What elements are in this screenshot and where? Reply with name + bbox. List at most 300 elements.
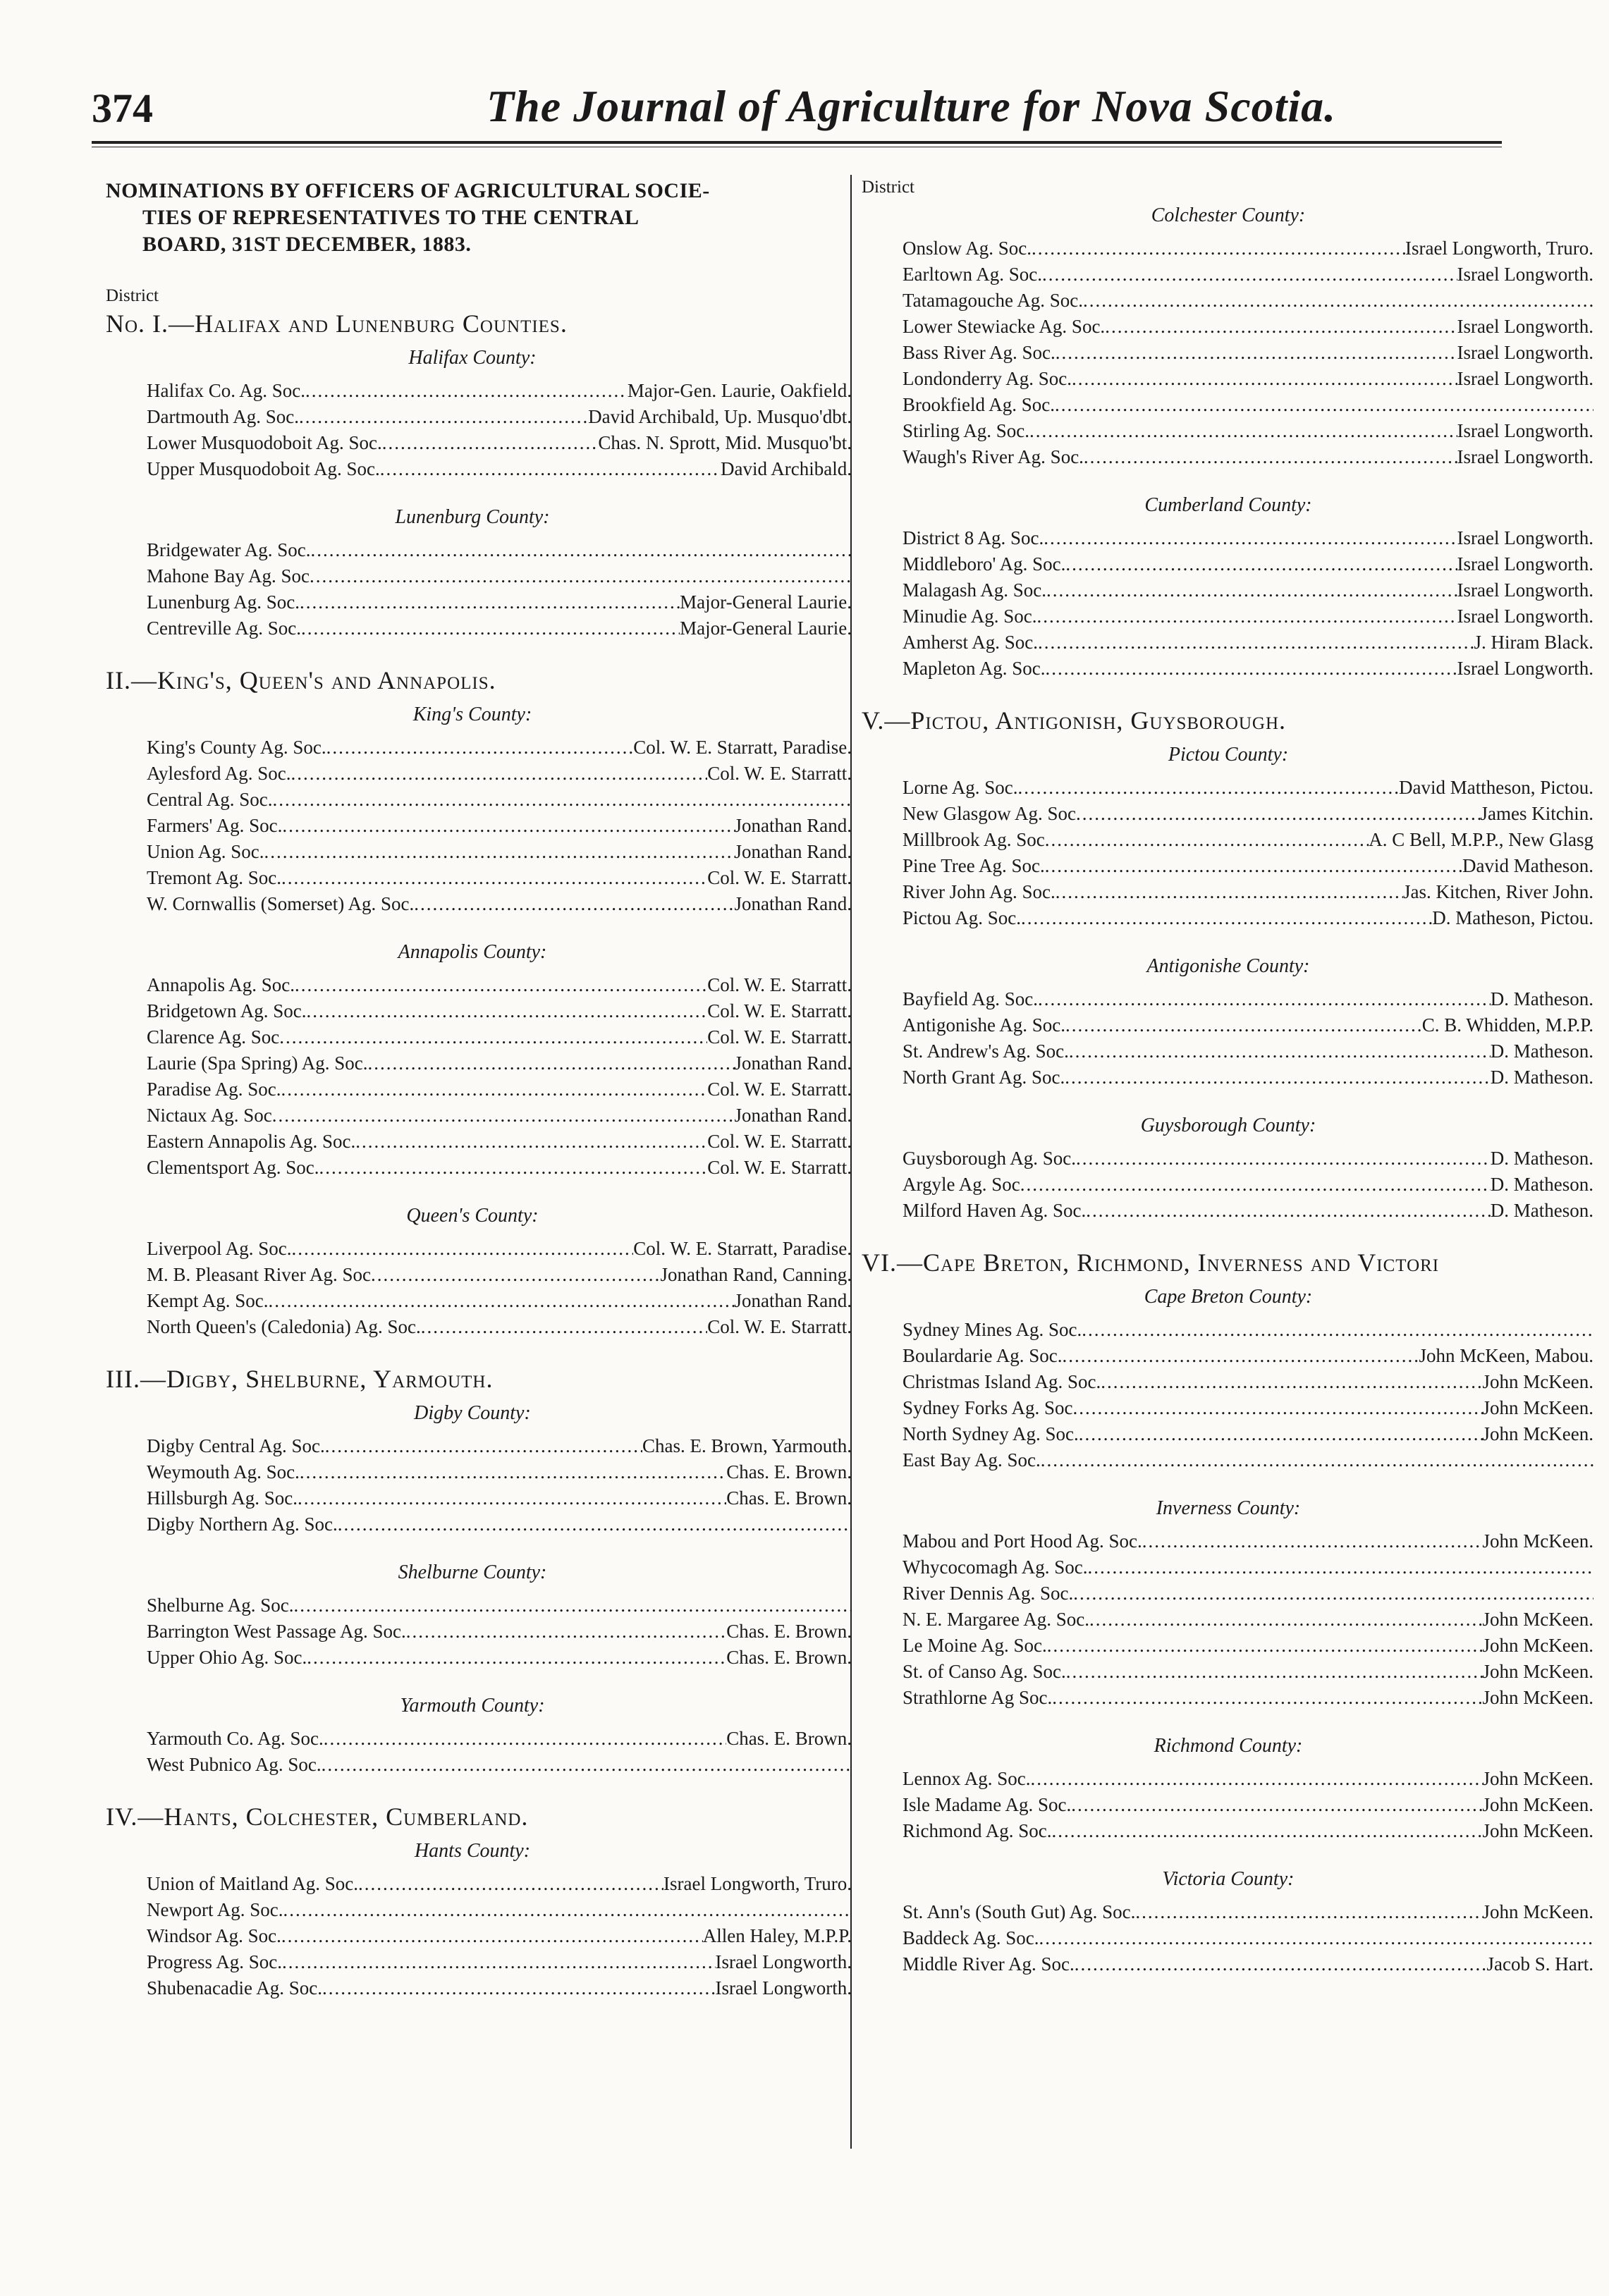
society-entry [903,1038,1593,1064]
county-heading: King's County: [412,704,532,725]
society-entry [147,787,852,813]
dot-leader [1045,827,1369,853]
society-name: Mabou and Port Hood Ag. Soc. [903,1530,1142,1552]
society-entry [903,827,1593,853]
society-entry [903,235,1593,262]
society-name: St. Andrew's Ag. Soc. [903,1040,1069,1062]
society-list [862,1317,1595,1473]
society-entry [903,1925,1593,1951]
society-entry [903,262,1593,288]
dot-leader [279,1024,707,1050]
society-name: Lorne Ag. Soc. [903,777,1018,798]
society-entry [147,998,852,1024]
society-list [862,775,1595,931]
representative-name: John McKeen. [1482,1635,1593,1656]
district-heading: II.—King's, Queen's and Annapolis. [106,666,496,694]
society-name: Shelburne Ag. Soc. [147,1595,294,1616]
society-entry [903,1528,1593,1554]
society-name: Hillsburgh Ag. Soc. [147,1487,298,1509]
society-entry [147,378,852,404]
dot-leader [1073,1580,1593,1607]
society-list [862,1146,1595,1224]
society-name: Baddeck Ag. Soc. [903,1927,1039,1948]
representative-name: Israel Longworth. [1457,606,1593,627]
society-entry [903,879,1593,905]
society-entry [903,1685,1593,1711]
representative-name: Israel Longworth. [1457,446,1593,467]
society-entry [903,775,1593,801]
representative-name: David Matheson. [1462,855,1593,876]
society-name: Le Moine Ag. Soc. [903,1635,1047,1656]
dot-leader [1047,1633,1483,1659]
society-name: Lennox Ag. Soc. [903,1768,1031,1789]
representative-name: Israel Longworth. [1457,368,1593,389]
society-name: North Queen's (Caledonia) Ag. Soc. [147,1316,421,1337]
page-header [92,78,1523,141]
district-label: District [106,286,159,305]
society-name: Shubenacadie Ag. Soc. [147,1977,322,1999]
society-entry [903,1447,1593,1473]
dot-leader [291,1236,633,1262]
society-entry [903,801,1593,827]
society-name: Farmers' Ag. Soc. [147,815,283,836]
society-name: Yarmouth Co. Ag. Soc. [147,1728,324,1749]
society-name: N. E. Margaree Ag. Soc. [903,1609,1089,1630]
county-heading: Richmond County: [1154,1735,1303,1757]
dot-leader [282,1949,716,1975]
society-name: Earltown Ag. Soc. [903,264,1042,285]
dot-leader [406,1619,726,1645]
society-name: Pictou Ag. Soc. [903,907,1022,928]
county-heading: Lunenburg County: [395,506,550,528]
county-heading: Annapolis County: [398,941,547,963]
society-entry [147,1076,852,1103]
representative-name: Jonathan Rand. [734,1105,852,1126]
society-entry [147,1262,852,1288]
representative-name: D. Matheson. [1490,1200,1593,1221]
society-entry [147,430,852,456]
society-name: Clementsport Ag. Soc. [147,1157,319,1178]
society-name: Bayfield Ag. Soc. [903,988,1038,1009]
society-name: Strathlorne Ag Soc. [903,1687,1053,1708]
county-heading: Guysborough County: [1140,1115,1316,1136]
dot-leader [1037,603,1457,630]
dot-leader [1052,1818,1483,1844]
society-entry [147,865,852,891]
representative-name: Allen Haley, M.P.P. [702,1925,852,1946]
representative-name: John McKeen. [1482,1794,1593,1815]
society-list [106,1433,852,1537]
society-name: North Sydney Ag. Soc. [903,1423,1079,1444]
society-list [862,1899,1595,1977]
representative-name: Chas. E. Brown. [726,1621,852,1642]
representative-name: Israel Longworth. [1457,527,1593,548]
dot-leader [1062,1343,1419,1369]
society-entry [903,1343,1593,1369]
representative-name: Chas. N. Sprott, Mid. Musquo'bt. [598,432,852,453]
representative-name: Major-General Laurie. [680,618,852,639]
county-heading: Cumberland County: [1144,494,1312,516]
society-name: Liverpool Ag. Soc. [147,1238,292,1259]
representative-name: David Mattheson, Pictou. [1399,777,1593,798]
society-entry [903,366,1593,392]
dot-leader [307,1645,726,1671]
society-entry [903,392,1593,418]
society-entry [147,1433,852,1459]
representative-name: Jonathan Rand. [734,841,852,862]
county-heading: Queen's County: [406,1205,539,1227]
society-list [106,735,852,917]
society-list [862,525,1595,682]
society-entry [147,1314,852,1340]
representative-name: Israel Longworth. [715,1977,852,1999]
dot-leader [272,1103,735,1129]
society-entry [147,1288,852,1314]
dot-leader [1052,1685,1482,1711]
representative-name: Israel Longworth. [1457,420,1593,441]
representative-name: Col. W. E. Starratt. [707,974,852,995]
society-name: Milford Haven Ag. Soc. [903,1200,1087,1221]
society-name: Windsor Ag. Soc. [147,1925,281,1946]
society-entry [903,1317,1593,1343]
society-name: West Pubnico Ag. Soc. [147,1754,322,1775]
representative-name: A. C Bell, M.P.P., New Glasg [1369,829,1593,850]
society-entry [903,1012,1593,1038]
society-name: Clarence Ag. Soc [147,1026,280,1048]
representative-name: Col. W. E. Starratt. [707,1157,852,1178]
society-entry [903,905,1593,931]
county-heading: Cape Breton County: [1144,1286,1313,1308]
dot-leader [1072,366,1457,392]
society-entry [903,1951,1593,1977]
dot-leader [1076,1146,1491,1172]
society-entry [903,1580,1593,1607]
dot-leader [299,404,588,430]
representative-name: John McKeen. [1482,1530,1593,1552]
society-entry [147,1024,852,1050]
dot-leader [1069,1038,1491,1064]
dot-leader [300,1459,726,1485]
representative-name: Col. W. E. Starratt. [707,1316,852,1337]
dot-leader [294,1592,852,1619]
dot-leader [1073,1395,1483,1421]
dot-leader [1065,1064,1491,1091]
representative-name: D. Matheson. [1490,988,1593,1009]
society-entry [147,1619,852,1645]
representative-name: Israel Longworth. [1457,264,1593,285]
society-entry [147,1485,852,1511]
dot-leader [1031,1766,1483,1792]
representative-name: Major-General Laurie. [680,591,852,613]
society-entry [903,1607,1593,1633]
representative-name: C. B. Whidden, M.P.P. [1421,1014,1593,1036]
dot-leader [1075,1951,1487,1977]
society-entry [147,563,852,589]
representative-name: Jonathan Rand, Canning. [660,1264,852,1285]
society-entry [147,1897,852,1923]
society-list [106,1592,852,1671]
society-name: Lunenburg Ag. Soc. [147,591,300,613]
representative-name: Col. W. E. Starratt. [707,763,852,784]
representative-name: John McKeen. [1482,1397,1593,1418]
dot-leader [1083,288,1593,314]
representative-name: Jas. Kitchen, River John. [1403,881,1593,902]
representative-name: Chas. E. Brown. [726,1728,852,1749]
representative-name: John McKeen. [1482,1371,1593,1392]
society-entry [903,1064,1593,1091]
dot-leader [382,430,599,456]
society-name: Mahone Bay Ag. Soc [147,565,310,587]
society-entry [147,537,852,563]
society-list [862,235,1595,470]
dot-leader [338,1511,852,1537]
society-entry [147,1923,852,1949]
society-name: Pine Tree Ag. Soc. [903,855,1045,876]
representative-name: J. Hiram Black. [1474,632,1593,653]
society-name: Upper Ohio Ag. Soc. [147,1647,307,1668]
county-heading: Colchester County: [1151,204,1306,226]
society-entry [903,551,1593,577]
society-list [106,1726,852,1778]
county-heading: Shelburne County: [398,1561,547,1583]
representative-name: Col. W. E. Starratt. [707,867,852,888]
society-list [862,1528,1595,1711]
representative-name: John McKeen. [1482,1423,1593,1444]
dot-leader [1056,879,1403,905]
representative-name: David Archibald. [721,458,852,479]
society-entry [903,1554,1593,1580]
society-name: Halifax Co. Ag. Soc. [147,380,305,401]
society-name: Minudie Ag. Soc. [903,606,1037,627]
society-name: Guysborough Ag. Soc. [903,1148,1077,1169]
representative-name: Israel Longworth. [715,1951,852,1972]
society-name: New Glasgow Ag. Soc [903,803,1076,824]
society-name: Barrington West Passage Ag. Soc. [147,1621,406,1642]
society-name: Annapolis Ag. Soc. [147,974,295,995]
representative-name: D. Matheson. [1490,1067,1593,1088]
society-entry [147,1726,852,1752]
representative-name: David Archibald, Up. Musquo'dbt. [588,406,852,427]
society-entry [147,456,852,482]
dot-leader [1079,1421,1483,1447]
society-name: Waugh's River Ag. Soc. [903,446,1084,467]
dot-leader [1046,656,1457,682]
society-entry [147,1103,852,1129]
society-name: Lower Musquodoboit Ag. Soc. [147,432,382,453]
article-title: NOMINATIONS BY OFFICERS OF AGRICULTURAL SOCIE- TIES OF REPRESENTATIVES TO THE CENTRAL BOARD, 31ST DECEMBER, 1883. [106,179,710,256]
dot-leader [367,1050,734,1076]
district-label: District [862,178,914,197]
dot-leader [295,972,707,998]
society-list [862,986,1595,1091]
dot-leader [1055,392,1593,418]
dot-leader [319,1155,708,1181]
society-entry [147,972,852,998]
society-entry [903,288,1593,314]
dot-leader [281,1923,703,1949]
society-entry [903,1172,1593,1198]
dot-leader [1041,1447,1593,1473]
society-name: Aylesford Ag. Soc. [147,763,291,784]
society-entry [147,1050,852,1076]
dot-leader [1086,1198,1491,1224]
society-name: Bass River Ag. Soc. [903,342,1056,363]
representative-name: Major-Gen. Laurie, Oakfield. [627,380,852,401]
society-entry [903,577,1593,603]
dot-leader [322,1752,852,1778]
society-list [862,1766,1595,1844]
society-name: Londonderry Ag. Soc. [903,368,1072,389]
society-name: Brookfield Ag. Soc. [903,394,1055,415]
representative-name: Chas. E. Brown. [726,1647,852,1668]
society-entry [147,1975,852,2001]
dot-leader [1046,577,1457,603]
dot-leader [283,1897,852,1923]
society-entry [147,1155,852,1181]
society-list [106,537,852,641]
society-entry [147,1871,852,1897]
dot-leader [269,1288,735,1314]
society-name: Digby Central Ag. Soc. [147,1435,325,1456]
county-heading: Hants County: [414,1840,531,1862]
representative-name: Col. W. E. Starratt. [707,1079,852,1100]
representative-name: Israel Longworth. [1457,316,1593,337]
society-name: Whycocomagh Ag. Soc. [903,1557,1088,1578]
dot-leader [1076,801,1481,827]
representative-name: John McKeen. [1482,1609,1593,1630]
representative-name: Israel Longworth. [1457,579,1593,601]
society-name: North Grant Ag. Soc. [903,1067,1065,1088]
society-name: Onslow Ag. Soc. [903,238,1032,259]
dot-leader [380,456,721,482]
representative-name: Chas. E. Brown. [726,1487,852,1509]
society-name: Eastern Annapolis Ag. Soc. [147,1131,356,1152]
representative-name: Jacob S. Hart. [1486,1953,1593,1975]
society-list [106,378,852,482]
dot-leader [1105,314,1457,340]
society-entry [147,1752,852,1778]
society-name: Central Ag. Soc. [147,789,273,810]
dot-leader [325,1433,642,1459]
society-entry [147,735,852,761]
society-entry [903,418,1593,444]
society-name: M. B. Pleasant River Ag. Soc [147,1264,371,1285]
dot-leader [1087,1554,1593,1580]
dot-leader [1021,905,1432,931]
society-name: Tremont Ag. Soc. [147,867,282,888]
society-entry [147,839,852,865]
society-name: Richmond Ag. Soc. [903,1820,1052,1841]
representative-name: John McKeen. [1482,1901,1593,1922]
society-entry [147,891,852,917]
dot-leader [1038,986,1491,1012]
society-name: Sydney Mines Ag. Soc. [903,1319,1082,1340]
society-name: Amherst Ag. Soc. [903,632,1038,653]
society-entry [903,1899,1593,1925]
society-entry [903,1659,1593,1685]
society-name: Isle Madame Ag. Soc. [903,1794,1072,1815]
society-name: Newport Ag. Soc. [147,1899,283,1920]
society-entry [147,615,852,641]
dot-leader [414,891,734,917]
representative-name: Israel Longworth, Truro. [1405,238,1593,259]
representative-name: Israel Longworth, Truro. [663,1873,852,1894]
society-entry [147,404,852,430]
society-entry [147,813,852,839]
society-entry [147,589,852,615]
dot-leader [1044,525,1457,551]
society-name: King's County Ag. Soc. [147,737,326,758]
society-name: Kempt Ag. Soc. [147,1290,269,1311]
representative-name: D. Matheson. [1490,1148,1593,1169]
dot-leader [281,865,707,891]
society-entry [903,1818,1593,1844]
header-rule [92,141,1502,144]
right-column [862,178,1595,2001]
society-name: Antigonishe Ag. Soc. [903,1014,1066,1036]
district-heading: No. I.—Halifax and Lunenburg Counties. [106,309,568,338]
society-name: W. Cornwallis (Somerset) Ag. Soc. [147,893,415,914]
society-list [106,1871,852,2001]
society-name: Digby Northern Ag. Soc. [147,1514,338,1535]
society-name: St. of Canso Ag. Soc. [903,1661,1066,1682]
dot-leader [1042,262,1457,288]
representative-name: Jonathan Rand. [734,1052,852,1074]
district-heading: IV.—Hants, Colchester, Cumberland. [106,1803,529,1831]
society-entry [147,1459,852,1485]
dot-leader [1071,1792,1482,1818]
society-entry [903,630,1593,656]
dot-leader [1065,551,1457,577]
society-entry [903,603,1593,630]
society-name: Middle River Ag. Soc. [903,1953,1075,1975]
society-entry [903,986,1593,1012]
representative-name: Jonathan Rand. [734,815,852,836]
society-entry [147,1645,852,1671]
society-name: River John Ag. Soc. [903,881,1056,902]
society-name: Weymouth Ag. Soc. [147,1461,300,1482]
district-heading: VI.—Cape Breton, Richmond, Inverness and Victori [862,1248,1440,1277]
county-heading: Pictou County: [1168,744,1289,766]
society-name: Centreville Ag. Soc. [147,618,301,639]
society-name: District 8 Ag. Soc. [903,527,1044,548]
society-entry [903,340,1593,366]
society-name: River Dennis Ag. Soc. [903,1583,1074,1604]
dot-leader [1039,1925,1593,1951]
dot-leader [1082,1317,1593,1343]
society-name: Nictaux Ag. Soc [147,1105,272,1126]
county-heading: Halifax County: [408,347,537,369]
representative-name: Col. W. E. Starratt. [707,1000,852,1021]
representative-name: Israel Longworth. [1457,658,1593,679]
society-entry [147,1592,852,1619]
dot-leader [1135,1899,1482,1925]
dot-leader [324,1726,726,1752]
dot-leader [371,1262,661,1288]
society-name: Sydney Forks Ag. Soc [903,1397,1073,1418]
society-name: St. Ann's (South Gut) Ag. Soc. [903,1901,1136,1922]
dot-leader [264,839,735,865]
society-entry [903,1421,1593,1447]
society-name: Christmas Island Ag. Soc. [903,1371,1101,1392]
dot-leader [281,1076,707,1103]
representative-name: Chas. E. Brown, Yarmouth. [642,1435,852,1456]
society-entry [903,314,1593,340]
society-name: Stirling Ag. Soc. [903,420,1030,441]
society-entry [903,853,1593,879]
dot-leader [1101,1369,1482,1395]
representative-name: John McKeen. [1482,1661,1593,1682]
